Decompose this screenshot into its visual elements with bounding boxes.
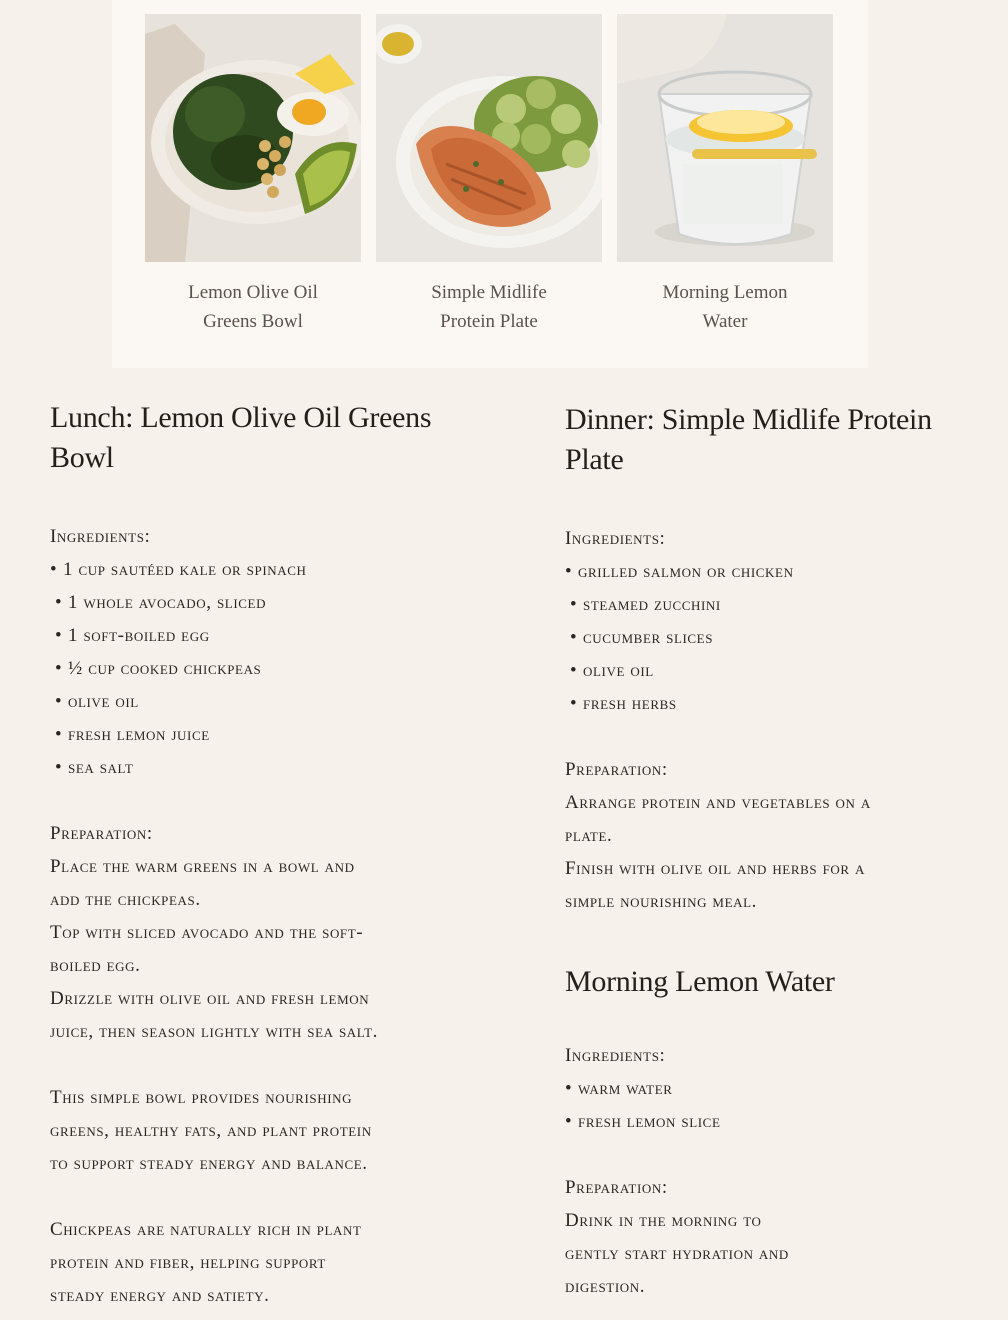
text-line: Drink in the morning to: [565, 1210, 762, 1231]
lunch-title: [50, 398, 490, 478]
list-item: • fresh lemon juice: [55, 724, 210, 745]
gallery-caption: [168, 278, 338, 336]
caption-line-2: Protein Plate: [440, 311, 538, 332]
text-line: add the chickpeas.: [50, 889, 201, 910]
text-line: Arrange protein and vegetables on a: [565, 792, 871, 813]
water-preparation-label: Preparation:: [565, 1177, 668, 1198]
dinner-recipe: [565, 400, 975, 1303]
text-line: Place the warm greens in a bowl and: [50, 856, 355, 877]
dinner-preparation-text: [565, 786, 975, 918]
text-line: plate.: [565, 825, 613, 846]
text-line: protein and fiber, helping support: [50, 1252, 326, 1273]
dinner-ingredients-label: Ingredients:: [565, 528, 666, 549]
water-ingredients-label: Ingredients:: [565, 1045, 666, 1066]
lunch-note-benefits: [50, 1081, 490, 1180]
gallery-caption: [640, 278, 810, 336]
water-ingredients-list: [565, 1072, 975, 1138]
dinner-title: [565, 400, 975, 480]
list-item: • sea salt: [55, 757, 134, 778]
text-line: Chickpeas are naturally rich in plant: [50, 1219, 362, 1240]
lemon-water-photo[interactable]: [617, 14, 833, 262]
greens-bowl-photo[interactable]: [145, 14, 361, 262]
water-preparation-text: [565, 1204, 975, 1303]
text-line: This simple bowl provides nourishing: [50, 1087, 353, 1108]
salmon-plate-photo[interactable]: [376, 14, 602, 262]
text-line: greens, healthy fats, and plant protein: [50, 1120, 372, 1141]
caption-line-1: Lemon Olive Oil: [188, 282, 318, 303]
text-line: digestion.: [565, 1276, 646, 1297]
list-item: • warm water: [565, 1078, 673, 1099]
lunch-preparation-label: Preparation:: [50, 823, 153, 844]
text-line: to support steady energy and balance.: [50, 1153, 368, 1174]
lunch-title-line-2: Bowl: [50, 441, 114, 474]
list-item: • 1 whole avocado, sliced: [55, 592, 267, 613]
list-item: • ½ cup cooked chickpeas: [55, 658, 262, 679]
lunch-ingredients-list: [50, 553, 490, 784]
recipe-gallery: [112, 0, 868, 368]
water-title: Morning Lemon Water: [565, 965, 835, 998]
caption-line-2: Greens Bowl: [203, 311, 303, 332]
dinner-title-line-2: Plate: [565, 443, 624, 476]
lunch-preparation-text: [50, 850, 490, 1048]
text-line: steady energy and satiety.: [50, 1285, 270, 1306]
lunch-note-chickpeas: [50, 1213, 490, 1312]
lunch-recipe: [50, 398, 490, 1312]
list-item: • fresh herbs: [570, 693, 677, 714]
text-line: gently start hydration and: [565, 1243, 789, 1264]
dinner-title-line-1: Dinner: Simple Midlife Protein: [565, 403, 932, 436]
list-item: • olive oil: [55, 691, 139, 712]
text-line: boiled egg.: [50, 955, 141, 976]
text-line: Drizzle with olive oil and fresh lemon: [50, 988, 370, 1009]
dinner-ingredients-list: [565, 555, 975, 720]
list-item: • fresh lemon slice: [565, 1111, 721, 1132]
gallery-card-greens-bowl[interactable]: [145, 14, 361, 336]
text-line: Finish with olive oil and herbs for a: [565, 858, 865, 879]
list-item: • 1 cup sautéed kale or spinach: [50, 559, 307, 580]
list-item: • cucumber slices: [570, 627, 714, 648]
caption-line-1: Simple Midlife: [431, 282, 547, 303]
text-line: simple nourishing meal.: [565, 891, 757, 912]
caption-line-1: Morning Lemon: [662, 282, 788, 303]
list-item: • grilled salmon or chicken: [565, 561, 794, 582]
text-line: juice, then season lightly with sea salt.: [50, 1021, 379, 1042]
text-line: Top with sliced avocado and the soft-: [50, 922, 364, 943]
list-item: • olive oil: [570, 660, 654, 681]
gallery-card-lemon-water[interactable]: [617, 14, 833, 336]
dinner-preparation-label: Preparation:: [565, 759, 668, 780]
lunch-ingredients-label: Ingredients:: [50, 526, 151, 547]
lunch-title-line-1: Lunch: Lemon Olive Oil Greens: [50, 401, 432, 434]
gallery-card-protein-plate[interactable]: [376, 14, 602, 336]
gallery-caption: [404, 278, 574, 336]
list-item: • 1 soft-boiled egg: [55, 625, 210, 646]
caption-line-2: Water: [702, 311, 748, 332]
list-item: • steamed zucchini: [570, 594, 721, 615]
lemon-water-recipe: [565, 962, 975, 1303]
